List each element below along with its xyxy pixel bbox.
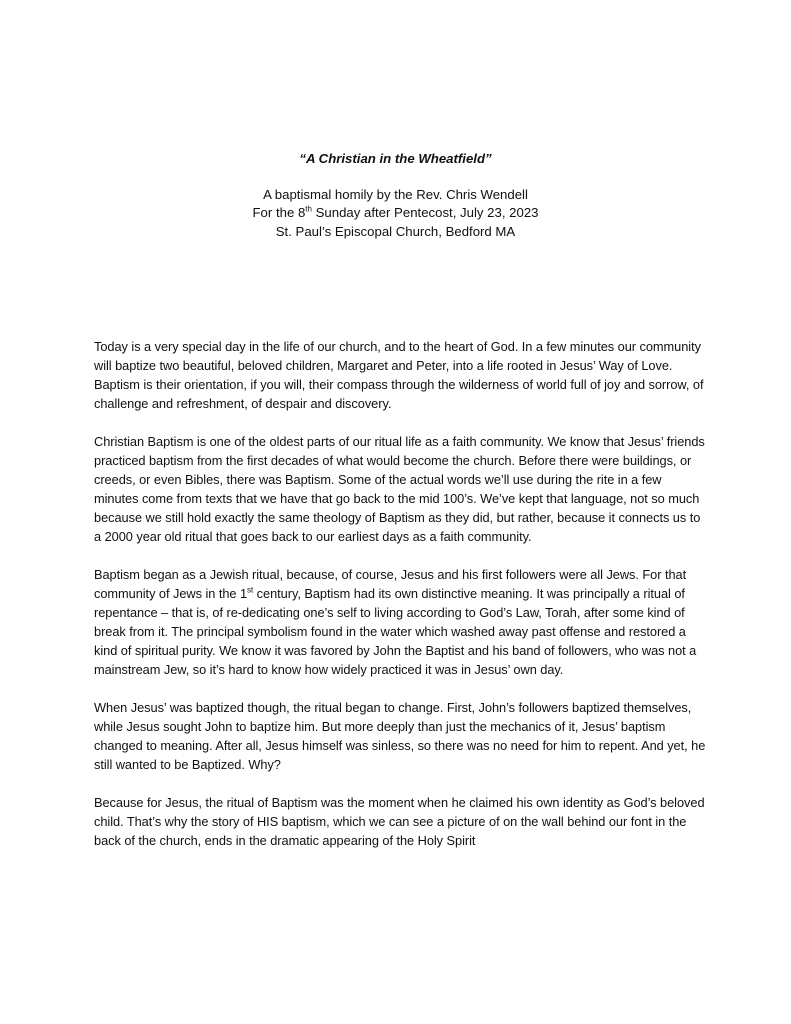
paragraph-5: Because for Jesus, the ritual of Baptism was the moment when he claimed his own identity as God’s beloved child. That’s why the story of HIS baptism, which we can see a picture of on the wall behind our font in the back of the church, ends in the dramatic appearing of the Holy Spirit: [94, 795, 705, 848]
document-title: “A Christian in the Wheatfield”: [299, 151, 492, 166]
paragraph-3-rest: century, Baptism had its own distinctive meaning. It was principally a ritual of repentance – that is, of re-dedicating one’s self to living according to God’s Law, Torah, after some kind of break from it. The principal symbolism found in the water which washed away past offense and restored a kind of spiritual purity. We know it was favored by John the Baptist and his band of followers, who was not a mainstream Jew, so it’s hard to know how widely practiced it was in Jesus’ own day.: [94, 586, 697, 677]
homily-date-line: [0, 204, 791, 223]
homily-author-line: A baptismal homily by the Rev. Chris Wendell: [263, 186, 528, 202]
paragraph-1: Today is a very special day in the life of our church, and to the heart of God. In a few minutes our community will baptize two beautiful, beloved children, Margaret and Peter, into a life rooted in Jesus’ Way of Love. Baptism is their orientation, if you will, their compass through the wilderness of world full of joy and sorrow, of challenge and refreshment, of despair and discovery.: [94, 339, 704, 411]
document-header: [0, 150, 791, 241]
paragraph-4: When Jesus’ was baptized though, the ritual began to change. First, John’s followers baptized themselves, while Jesus sought John to baptize him. But more deeply than just the mechanics of it, Jesus’ baptism changed to meaning. After all, Jesus himself was sinless, so there was no need for him to repent. And yet, he still wanted to be Baptized. Why?: [94, 700, 706, 772]
church-location-line: St. Paul’s Episcopal Church, Bedford MA: [275, 223, 516, 239]
century-ordinal-superscript: st: [247, 585, 254, 595]
paragraph-2: Christian Baptism is one of the oldest parts of our ritual life as a faith community. We know that Jesus’ friends practiced baptism from the first decades of what would become the church. Before there were buildings, or creeds, or even Bibles, there was Baptism. Some of the actual words we’ll use during the rite in a few minutes come from texts that we have that go back to the mid 100’s. We’ve kept that language, not so much because we still hold exactly the same theology of Baptism as they did, but rather, because it connects us to a 2000 year old ritual that goes back to our earliest days as a faith community.: [94, 434, 705, 544]
ordinal-superscript: th: [305, 204, 312, 214]
date-line-suffix: Sunday after Pentecost, July 23, 2023: [311, 205, 539, 220]
paragraph-3: [94, 565, 708, 679]
homily-body: [94, 337, 708, 869]
date-line-prefix: For the 8: [252, 205, 306, 220]
paragraph-3-start: Baptism began as a Jewish ritual, because, of course, Jesus and his first followers were all Jews. For that community of Jews in the 1: [94, 567, 687, 601]
